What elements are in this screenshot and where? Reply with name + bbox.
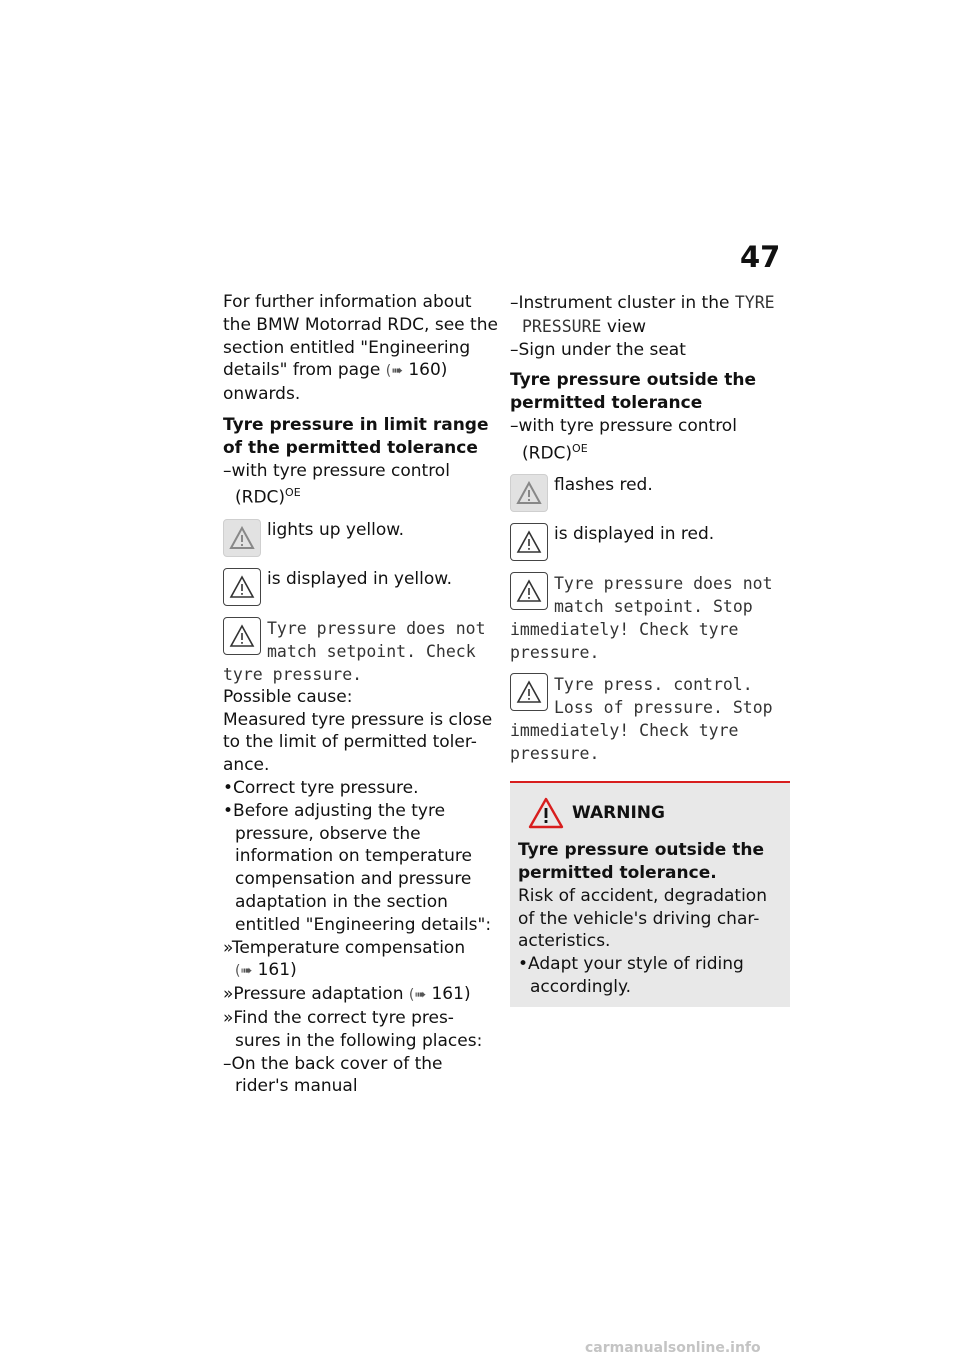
left-column (223, 291, 498, 1098)
bullet-before-adjusting: •Before adjusting the tyre pressure, observe the information on temperature compensation and pressure adaptation in the section entitled "Engineering details": (223, 800, 492, 935)
warning-triangle-icon (223, 617, 261, 655)
warning-triangle-icon (510, 474, 548, 512)
heading-outside-tolerance: Tyre pressure outside the permitted tolerance (510, 370, 756, 414)
heading-limit-range: Tyre pressure in limit range of the permitted tolerance (223, 414, 489, 458)
place-back-cover: –On the back cover of the rider's manual (223, 1053, 443, 1097)
place-instrument-cluster: –Instrument cluster in the TYRE PRESSURE view (510, 293, 775, 337)
page-ref-arrow-icon: (➠ (385, 363, 403, 380)
lamp-row-yellow-light: lights up yellow. (223, 519, 498, 559)
warning-triangle-red-icon (528, 797, 564, 829)
cause-label: Possible cause: (223, 686, 353, 707)
bullet-correct-pressure: •Correct tyre pressure. (223, 778, 419, 799)
link-pressure-adaptation[interactable]: »Pressure adaptation (➠ 161) (223, 984, 471, 1005)
warning-heading: Tyre pressure outside the permitted tolerance. (518, 840, 764, 884)
warning-box (510, 781, 790, 1007)
footer-watermark: carmanualsonline.info (585, 1340, 761, 1356)
warning-triangle-icon (510, 673, 548, 711)
display-message-red-2: Tyre press. control. Loss of pressure. Stop immediately! Check tyre pressure. (510, 675, 773, 764)
condition-rdc: –with tyre pressure control (RDC)$^{OE}$ (223, 460, 450, 509)
intro-text: For further information about the BMW Motorrad RDC, see the section entitled "Engineering details" from page (➠ 160) onwards. (223, 292, 498, 405)
warning-triangle-icon (510, 523, 548, 561)
lamp-row-yellow-display: is displayed in yellow. (223, 568, 498, 608)
warning-triangle-icon (510, 572, 548, 610)
page-ref-arrow-icon: (➠ (235, 963, 253, 980)
lamp-row-red-display: is displayed in red. (510, 523, 790, 563)
warning-triangle-icon (223, 568, 261, 606)
warning-bullet: •Adapt your style of riding accordingly. (518, 954, 744, 998)
display-message-red-1: Tyre pressure does not match setpoint. Stop immediately! Check tyre pressure. (510, 574, 773, 663)
right-column (510, 291, 790, 1007)
condition-rdc-right: –with tyre pressure control (RDC)$^{OE}$ (510, 415, 737, 464)
warning-header: WARNING (528, 797, 782, 829)
warning-triangle-icon (223, 519, 261, 557)
lamp-row-red-flash: flashes red. (510, 474, 790, 514)
find-correct-pressures: »Find the correct tyre pres-sures in the following places: (223, 1007, 483, 1051)
warning-text: Risk of accident, degradation of the vehicle's driving char-acteristics. (518, 885, 767, 952)
page-ref-arrow-icon: (➠ (408, 987, 427, 1004)
intro-page-ref[interactable]: 160 (408, 360, 441, 381)
cause-text: Measured tyre pressure is close to the limit of permitted toler-ance. (223, 709, 493, 776)
place-seat-sign: –Sign under the seat (510, 339, 686, 360)
link-temperature-compensation[interactable]: »Temperature compensation (➠ 161) (223, 937, 466, 981)
page-number: 47 (740, 240, 781, 274)
display-message-yellow: Tyre pressure does not match setpoint. Check tyre pressure. (223, 618, 486, 684)
